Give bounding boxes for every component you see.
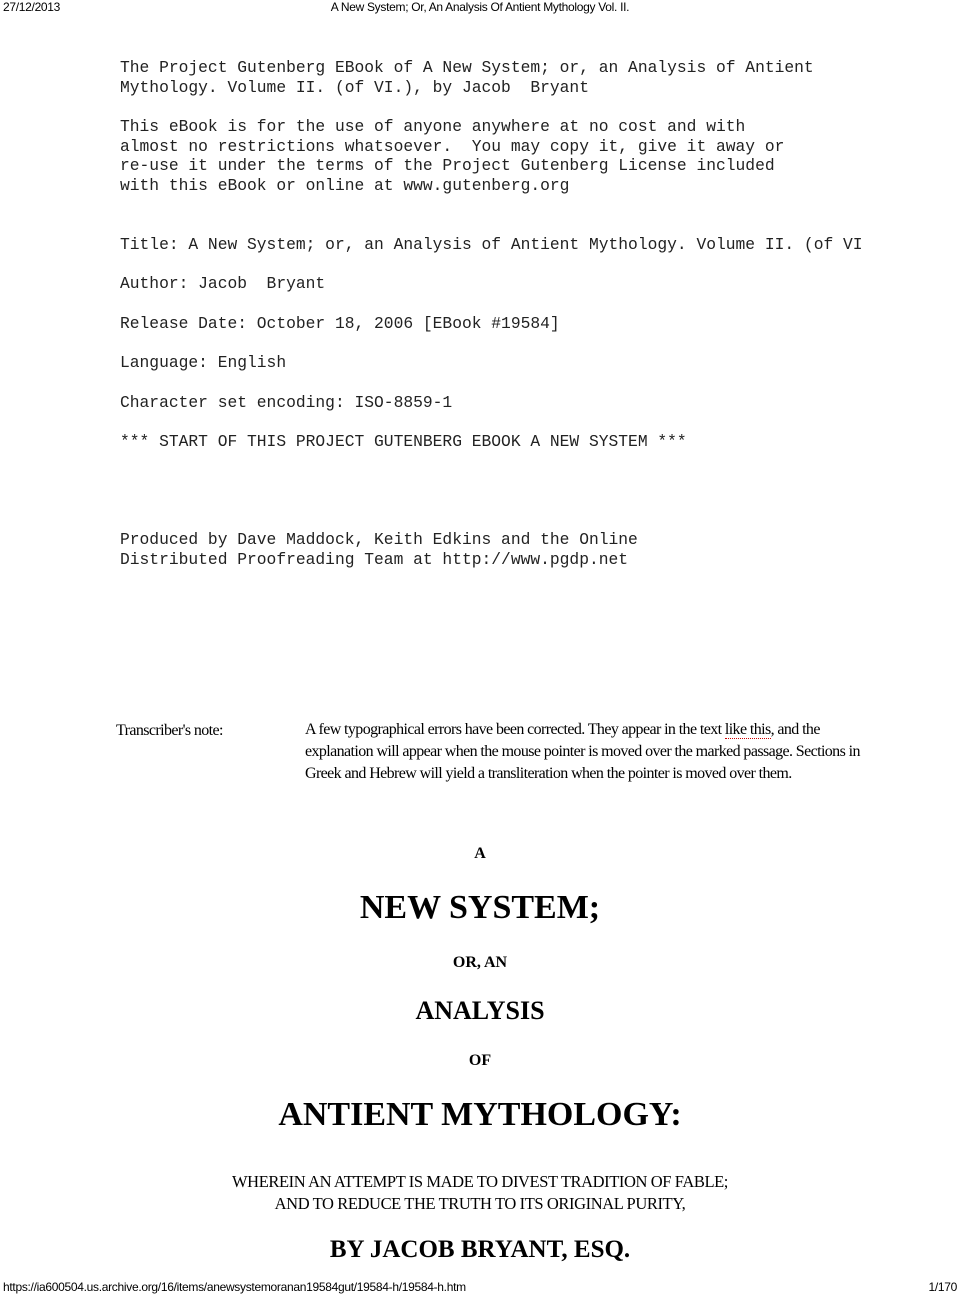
title-or-an: OR, AN [452,954,508,971]
start-marker: *** START OF THIS PROJECT GUTENBERG EBOOK A NEW SYSTEM *** [120,432,687,451]
author-line: Author: Jacob Bryant [120,274,326,293]
language-line: Language: English [120,353,287,372]
title-a: A [474,845,486,862]
subtitle-line-2: AND TO REDUCE THE TRUTH TO ITS ORIGINAL PURITY, [274,1194,686,1213]
title-of: OF [468,1052,492,1069]
charset-line: Character set encoding: ISO-8859-1 [120,393,453,412]
note-text-after: , and the explanation will appear when the mouse pointer is moved over the marked passage. Sections in Greek and Hebrew will yield a transliteration when the pointer is moved over them. [305,721,860,782]
subtitle-line-1: WHEREIN AN ATTEMPT IS MADE TO DIVEST TRADITION OF FABLE; [232,1172,728,1191]
title-analysis: ANALYSIS [415,996,545,1025]
correction-example[interactable]: like this [724,721,771,738]
title-line: Title: A New System; or, an Analysis of Antient Mythology. Volume II. (of VI [120,235,863,254]
transcriber-note-text [305,719,865,785]
print-page-title: A New System; Or, An Analysis Of Antient Mythology Vol. II. [330,0,630,14]
note-text-before: A few typographical errors have been corrected. They appear in the text [305,721,725,738]
transcriber-note-label: Transcriber's note: [116,722,223,739]
produced-by: Produced by Dave Maddock, Keith Edkins and the Online Distributed Proofreading Team at http://www.pgdp.net [120,530,638,569]
ebook-intro: The Project Gutenberg EBook of A New System; or, an Analysis of Antient Mythology. Volume II. (of VI.), by Jacob Bryant [120,58,814,97]
title-antient-mythology: ANTIENT MYTHOLOGY: [278,1096,682,1133]
print-page-number: 1/170 [928,1280,957,1294]
title-subtitle [0,1171,960,1215]
license-paragraph: This eBook is for the use of anyone anywhere at no cost and with almost no restrictions whatsoever. You may copy it, give it away or re-use it under the terms of the Project Gutenberg License included with this eBook or online at www.gutenberg.org [120,117,785,196]
release-date-line: Release Date: October 18, 2006 [EBook #19584] [120,314,560,333]
title-byline: BY JACOB BRYANT, ESQ. [329,1236,631,1263]
print-date: 27/12/2013 [3,0,61,14]
print-url: https://ia600504.us.archive.org/16/items/anewsystemoranan19584gut/19584-h/19584-h.htm [3,1280,466,1294]
title-new-system: NEW SYSTEM; [359,889,601,926]
